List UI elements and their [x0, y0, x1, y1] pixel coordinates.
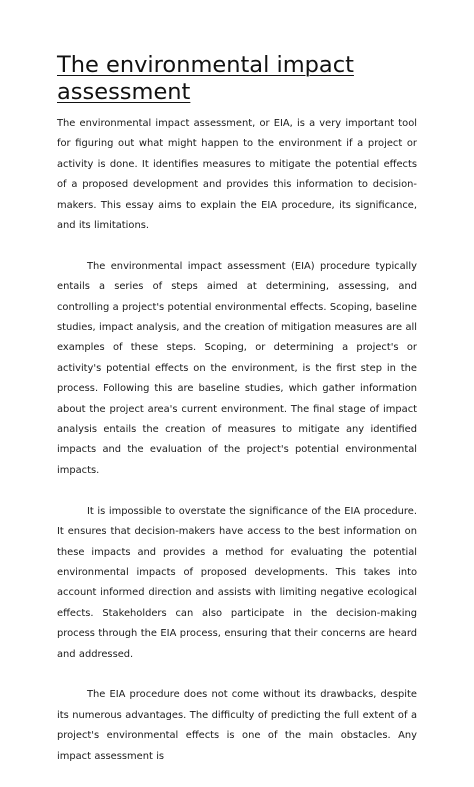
- paragraph-significance: It is impossible to overstate the significance of the EIA procedure. It ensures that decision-makers have access to the best information on these impacts and provides a method for evaluating the potential environmental impacts of proposed developments. This takes into account informed direction and assists with limiting negative ecological effects. Stakeholders can also participate in the decision-making process through the EIA process, ensuring that their concerns are heard and addressed.: [57, 505, 417, 660]
- document-page: [57, 52, 417, 787]
- paragraph-procedure: The environmental impact assessment (EIA) procedure typically entails a series of steps aimed at determining, assessing, and controlling a project's potential environmental effects. Scoping, baseline studies, impact analysis, and the creation of mitigation measures are all examples of these steps. Scoping, or determining a project's or activity's potential effects on the environment, is the first step in the process. Following this are baseline studies, which gather information about the project area's current environment. The final stage of impact analysis entails the creation of measures to mitigate any identified impacts and the evaluation of the project's potential environmental impacts.: [57, 260, 417, 476]
- document-title: The environmental impact assessment: [57, 52, 354, 105]
- paragraph-drawbacks: The EIA procedure does not come without its drawbacks, despite its numerous advantages. The difficulty of predicting the full extent of a project's environmental effects is one of the main obstacles. Any impact assessment is: [57, 689, 417, 762]
- paragraph-intro: The environmental impact assessment, or EIA, is a very important tool for figuring out what might happen to the environment if a project or activity is done. It identifies measures to mitigate the potential effects of a proposed development and provides this information to decision-makers. This essay aims to explain the EIA procedure, its significance, and its limitations.: [57, 118, 417, 232]
